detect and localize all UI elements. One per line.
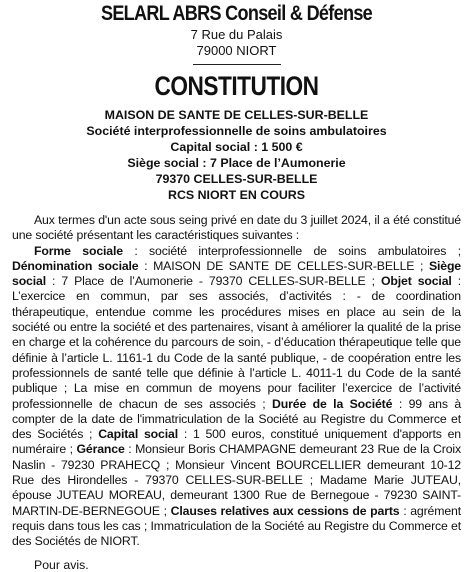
- forme-label: Forme sociale: [34, 243, 123, 258]
- firm-street: 7 Rue du Palais: [190, 27, 283, 42]
- firm-city: 79000 NIORT: [196, 43, 277, 58]
- gerance-label: Gérance: [76, 442, 125, 457]
- company-header: [12, 107, 461, 203]
- denomination-label: Dénomination sociale: [12, 258, 139, 273]
- closing-text: Pour avis.: [34, 557, 89, 572]
- capital-label: Capital social: [98, 427, 178, 442]
- clauses-text: : agrément requis dans tous les cas ; Immatriculation de la Société au Registre du Commerce et des Sociétés de NIORT.: [12, 503, 461, 549]
- forme-text: : société interprofessionnelle de soins ambulatoires ;: [122, 243, 461, 258]
- objet-text: : L’exercice en commun, par ses associés, d’activités : - de coordination thérapeutique, entendue comme les procédures mises en place au sein de la société ou entre la société et des partenaires, visant à améliorer la qualité de la prise en charge et la cohérence du parcours de soin, - d’éducation thérapeutique telle que définie à l’article L. 1161-1 du Code de la santé publique, - de coopération entre les professionnels de santé telle que définie à l’article L. 4011-1 du Code de la santé publique ; La mise en commun de moyens pour faciliter l’exercice de l’activité professionnelle de chacun de ses associés ;: [12, 274, 461, 411]
- capital-text: : 1 500 euros, constitué uniquement d'apports en numéraire ;: [12, 427, 461, 457]
- duree-label: Durée de la Société: [272, 396, 393, 411]
- divider: [193, 64, 281, 65]
- company-city: 79370 CELLES-SUR-BELLE: [155, 172, 318, 186]
- notice-body: [12, 213, 461, 550]
- company-type: Société interprofessionnelle de soins ambulatoires: [86, 124, 387, 138]
- siege-text: : 7 Place de l’Aumonerie - 79370 CELLES-SUR-BELLE ;: [45, 274, 381, 289]
- notice-title: CONSTITUTION: [154, 71, 319, 101]
- clauses-label: Clauses relatives aux cessions de parts: [170, 503, 400, 518]
- intro-paragraph: Aux termes d'un acte sous seing privé en date du 3 juillet 2024, il a été constitué une société présentant les caractéristiques suivantes :: [12, 213, 461, 243]
- siege-label: Siège social: [12, 258, 461, 289]
- company-rcs: RCS NIORT EN COURS: [168, 188, 305, 202]
- company-siege: Siège social : 7 Place de l’Aumonerie: [127, 156, 346, 170]
- objet-label: Objet social: [380, 274, 452, 289]
- gerance-text: : Monsieur Boris CHAMPAGNE demeurant 23 Rue de la Croix Naslin - 79230 PRAHECQ ; Monsieur Vincent BOURCELLIER demeurant 10-12 Rue des Hirondelles - 79370 CELLES-SUR-BELLE ; Madame Marie JUTEAU, épouse JUTEAU MOREAU, demeurant 1300 Rue de Bernegoue - 79230 SAINT-MARTIN-DE-BERNEGOUE ;: [12, 442, 461, 518]
- company-name: MAISON DE SANTE DE CELLES-SUR-BELLE: [104, 108, 369, 122]
- details-paragraph: [12, 244, 461, 550]
- duree-text: : 99 ans à compter de la date de l'immatriculation de la Société au Registre du Commerce et des Sociétés ;: [12, 396, 462, 442]
- company-capital: Capital social : 1 500 €: [170, 140, 303, 154]
- denomination-text: : MAISON DE SANTE DE CELLES-SUR-BELLE ;: [138, 258, 429, 273]
- legal-notice: [0, 2, 473, 572]
- firm-name: SELARL ABRS Conseil & Défense: [100, 2, 373, 25]
